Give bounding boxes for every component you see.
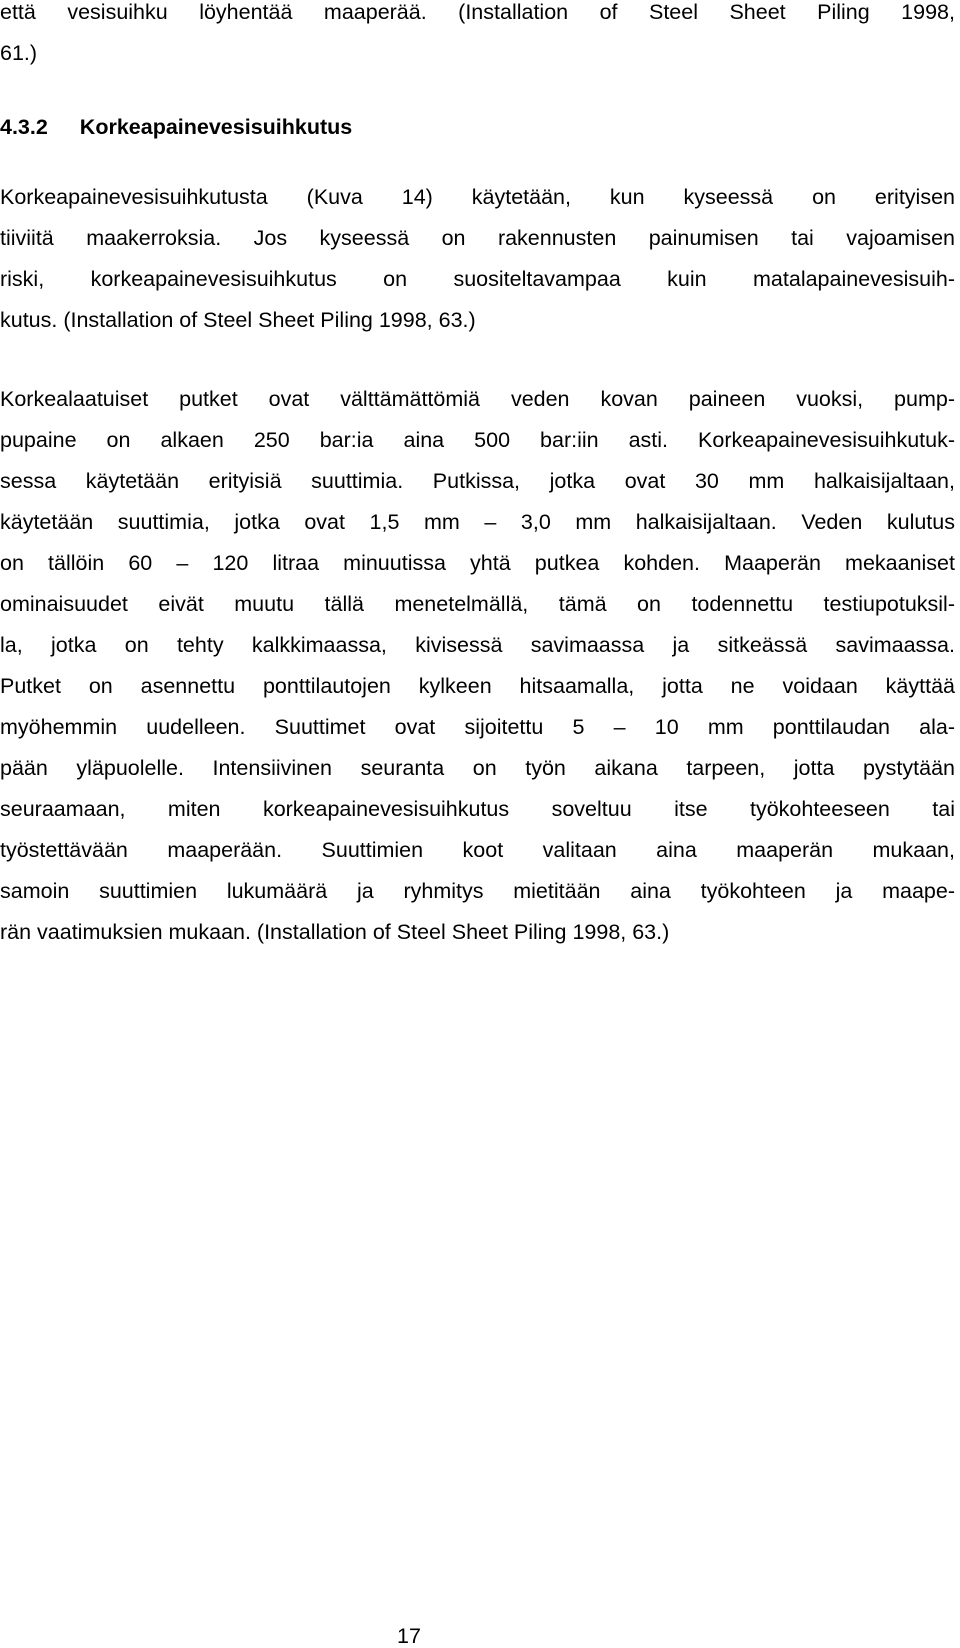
page-number: 17 [397,1624,421,1648]
paragraph-line: on tällöin 60 – 120 litraa minuutissa yhtä putkea kohden. Maaperän mekaaniset [0,551,955,575]
section-number: 4.3.2 [0,115,48,139]
paragraph-line: pupaine on alkaen 250 bar:ia aina 500 bar:iin asti. Korkeapainevesisuihkutuk- [0,428,955,452]
intro-text-line: 61.) [0,41,38,65]
paragraph-line: työstettävään maaperään. Suuttimien koot valitaan aina maaperän mukaan, [0,838,955,862]
paragraph-line: riski, korkeapainevesisuihkutus on suositeltavampaa kuin matalapainevesisuih- [0,267,955,291]
paragraph-line: ominaisuudet eivät muutu tällä menetelmällä, tämä on todennettu testiupotuksil- [0,592,955,616]
paragraph-line: rän vaatimuksien mukaan. (Installation of Steel Sheet Piling 1998, 63.) [0,920,670,944]
paragraph-line: Putket on asennettu ponttilautojen kylkeen hitsaamalla, jotta ne voidaan käyttää [0,674,955,698]
intro-text-line: että vesisuihku löyhentää maaperää. (Installation of Steel Sheet Piling 1998, [0,0,955,24]
paragraph-line: käytetään suuttimia, jotka ovat 1,5 mm – 3,0 mm halkaisijaltaan. Veden kulutus [0,510,955,534]
paragraph-line: tiiviitä maakerroksia. Jos kyseessä on rakennusten painumisen tai vajoamisen [0,226,955,250]
paragraph-line: samoin suuttimien lukumäärä ja ryhmitys mietitään aina työkohteen ja maape- [0,879,955,903]
paragraph-line: sessa käytetään erityisiä suuttimia. Putkissa, jotka ovat 30 mm halkaisijaltaan, [0,469,955,493]
paragraph-line: Korkealaatuiset putket ovat välttämättömiä veden kovan paineen vuoksi, pump- [0,387,955,411]
section-title: Korkeapainevesisuihkutus [79,115,353,139]
section-heading [0,115,352,139]
paragraph-line: Korkeapainevesisuihkutusta (Kuva 14) käytetään, kun kyseessä on erityisen [0,185,955,209]
paragraph-line: la, jotka on tehty kalkkimaassa, kivisessä savimaassa ja sitkeässä savimaassa. [0,633,955,657]
paragraph-line: seuraamaan, miten korkeapainevesisuihkutus soveltuu itse työkohteeseen tai [0,797,955,821]
paragraph-line: kutus. (Installation of Steel Sheet Piling 1998, 63.) [0,308,476,332]
paragraph-line: myöhemmin uudelleen. Suuttimet ovat sijoitettu 5 – 10 mm ponttilaudan ala- [0,715,955,739]
paragraph-line: pään yläpuolelle. Intensiivinen seuranta on työn aikana tarpeen, jotta pystytään [0,756,955,780]
